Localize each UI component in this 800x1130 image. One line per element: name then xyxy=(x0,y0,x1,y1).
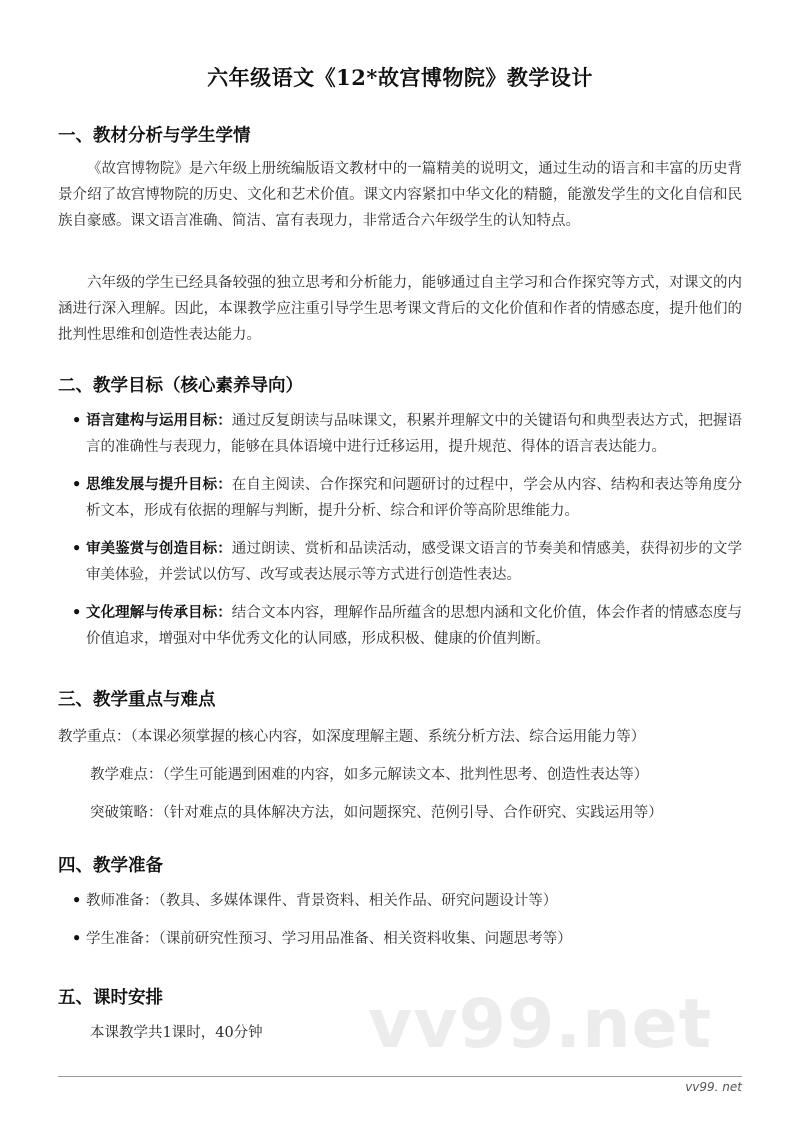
breakthrough-strategy: 突破策略：（针对难点的具体解决方法，如问题探究、范例引导、合作研究、实践运用等） xyxy=(90,805,663,821)
section4-heading: 四、教学准备 xyxy=(58,856,163,876)
bullet-icon: • xyxy=(72,476,82,493)
section3-heading: 三、教学重点与难点 xyxy=(58,690,216,710)
bullet-icon: • xyxy=(72,930,82,947)
bullet-icon: • xyxy=(72,540,82,557)
preparation-text: 学生准备：（课前研究性预习、学习用品准备、相关资料收集、问题思考等） xyxy=(86,931,572,947)
objectives-list xyxy=(72,408,742,664)
bullet-icon: • xyxy=(72,892,82,909)
objective-item xyxy=(72,600,742,652)
objective-label: 思维发展与提升目标： xyxy=(86,476,232,493)
objective-item xyxy=(72,472,742,524)
bullet-icon: • xyxy=(72,412,82,429)
objective-text: 通过朗读、赏析和品读活动，感受课文语言的节奏美和情感美，获得初步的文学审美体验，并尝试以仿写、改写或表达展示等方式进行创造性表达。 xyxy=(86,541,742,583)
objective-text: 结合文本内容，理解作品所蕴含的思想内涵和文化价值，体会作者的情感态度与价值追求，增强对中华优秀文化的认同感，形成积极、健康的价值判断。 xyxy=(86,605,742,647)
footer-site: vv99. net xyxy=(685,1080,742,1094)
preparation-item xyxy=(72,888,572,914)
teaching-key-point: 教学重点：（本课必须掌握的核心内容，如深度理解主题、系统分析方法、综合运用能力等） xyxy=(58,729,646,745)
footer-divider xyxy=(58,1076,742,1077)
preparation-text: 教师准备：（教具、多媒体课件、背景资料、相关作品、研究问题设计等） xyxy=(86,893,558,909)
objective-text: 在自主阅读、合作探究和问题研讨的过程中，学会从内容、结构和表达等角度分析文本，形成有依据的理解与判断，提升分析、综合和评价等高阶思维能力。 xyxy=(86,477,742,519)
preparation-item xyxy=(72,926,572,952)
preparation-list xyxy=(72,888,572,964)
section1-paragraph-2: 六年级的学生已经具备较强的独立思考和分析能力，能够通过自主学习和合作探究等方式，对课文的内涵进行深入理解。因此，本课教学应注重引导学生思考课文背后的文化价值和作者的情感态度，提升他们的批判性思维和创造性表达能力。 xyxy=(58,275,742,343)
document-title: 六年级语文《12*故宫博物院》教学设计 xyxy=(207,65,593,90)
section5-heading: 五、课时安排 xyxy=(58,988,163,1008)
bullet-icon: • xyxy=(72,604,82,621)
section1-heading: 一、教材分析与学生学情 xyxy=(58,126,251,146)
objective-label: 文化理解与传承目标： xyxy=(86,604,232,621)
objective-label: 语言建构与运用目标： xyxy=(86,412,232,429)
objective-item xyxy=(72,536,742,588)
teaching-difficulty: 教学难点：（学生可能遇到困难的内容，如多元解读文本、批判性思考、创造性表达等） xyxy=(90,767,649,783)
watermark: vv99.net xyxy=(368,985,713,1064)
objective-text: 通过反复朗读与品味课文，积累并理解文中的关键语句和典型表达方式，把握语言的准确性与表现力，能够在具体语境中进行迁移运用，提升规范、得体的语言表达能力。 xyxy=(86,413,742,455)
objective-item xyxy=(72,408,742,460)
objective-label: 审美鉴赏与创造目标： xyxy=(86,540,232,557)
section2-heading: 二、教学目标（核心素养导向） xyxy=(58,376,303,396)
class-schedule-text: 本课教学共1课时，40分钟 xyxy=(90,1025,263,1041)
section1-paragraph-1: 《故宫博物院》是六年级上册统编版语文教材中的一篇精美的说明文，通过生动的语言和丰富的历史背景介绍了故宫博物院的历史、文化和艺术价值。课文内容紧扣中华文化的精髓，能激发学生的文化自信和民族自豪感。课文语言准确、简洁、富有表现力，非常适合六年级学生的认知特点。 xyxy=(58,161,742,229)
